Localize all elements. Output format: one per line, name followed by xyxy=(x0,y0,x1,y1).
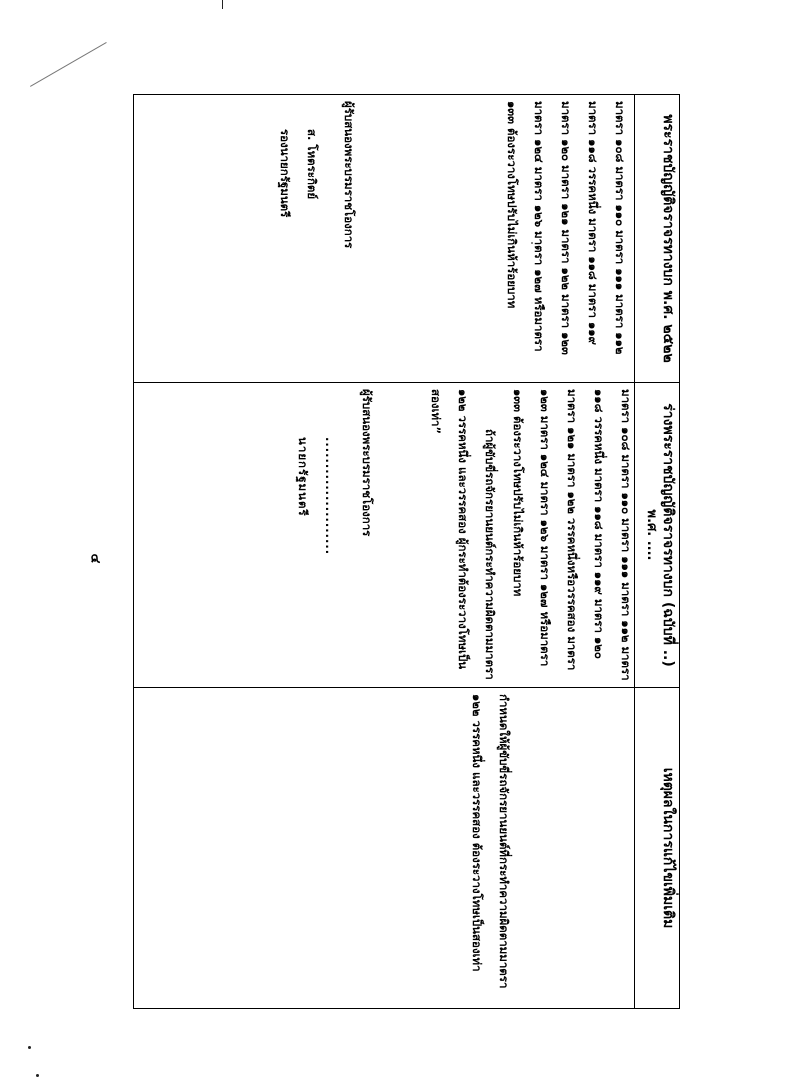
reason-text: กำหนดให้ผู้ขับขี่รถจักรยานยนต์ที่กระทำความผิดตามมาตรา ๑๒๒ วรรคหนึ่ง และวรรคสอง ต้องระวางโทษเป็นสองเท่า xyxy=(470,694,511,989)
current-law-cell xyxy=(134,95,635,383)
rotated-document-sheet xyxy=(136,94,680,1008)
law-comparison-table xyxy=(133,94,680,1009)
current-law-sections: มาตรา ๑๐๘ มาตรา ๑๑๐ มาตรา ๑๑๑ มาตรา ๑๑๒ มาตรา ๑๑๘ วรรคหนึ่ง มาตรา ๑๑๘ มาตรา ๑๑๙ มาตรา ๑๒๐ มาตรา ๑๒๑ มาตรา ๑๒๒ มาตรา ๑๒๓ มาตรา ๑๒๔ มาตรา ๑๒๖ มาตรา ๑๒๗ หรือมาตรา ๑๓๓ ต้องระวางโทษปรับไม่เกินห้าร้อยบาท xyxy=(505,101,627,355)
signer-title: รองนายกรัฐมนตรี xyxy=(278,129,292,218)
header-reason: เหตุผลในการแก้ไขเพิ่มเติม xyxy=(635,688,680,1009)
current-law-signature-block xyxy=(271,101,362,376)
draft-law-title: ร่างพระราชบัญญัติจราจรทางบก (ฉบับที่ ..) xyxy=(660,403,676,667)
scan-mark-top xyxy=(222,0,223,9)
draft-law-subtitle: พ.ศ. .... xyxy=(644,509,659,561)
countersign-label: ผู้รับสนองพระบรมราชโองการ xyxy=(342,101,356,249)
countersign-label: ผู้รับสนองพระบรมราชโองการ xyxy=(360,389,374,537)
signer-name: ส. โหตระกิตย์ xyxy=(305,129,319,200)
draft-law-sections: มาตรา ๑๐๘ มาตรา ๑๑๐ มาตรา ๑๑๑ มาตรา ๑๑๒ มาตรา ๑๑๘ วรรคหนึ่ง มาตรา ๑๑๘ มาตรา ๑๑๙ มาตรา ๑๒๐ มาตรา ๑๒๑ มาตรา ๑๒๒ วรรคหนึ่งหรือวรรคสอง มาตรา ๑๒๓ มาตรา ๑๒๔ มาตรา ๑๒๖ มาตรา ๑๒๗ หรือมาตรา ๑๓๓ ต้องระวางโทษปรับไม่เกินห้าร้อยบาท xyxy=(511,389,633,681)
draft-law-cell xyxy=(134,383,659,688)
scan-mark-diagonal xyxy=(30,42,107,87)
page-number: ๔ xyxy=(87,553,103,564)
reason-cell xyxy=(134,688,635,1009)
signer-title: นายกรัฐมนตรี xyxy=(296,437,310,517)
header-current-law: พระราชบัญญัติจราจรทางบก พ.ศ. ๒๕๒๒ xyxy=(635,95,680,383)
scan-speck xyxy=(36,1074,39,1077)
scan-speck xyxy=(28,1046,31,1049)
table-body-row xyxy=(134,95,635,1009)
draft-law-new-paragraph: ถ้าผู้ขับขี่รถจักรยานยนต์กระทำความผิดตามมาตรา ๑๒๒ วรรคหนึ่ง และวรรคสอง ผู้กระทำต้องระวางโทษเป็นสองเท่า” xyxy=(429,389,497,680)
signature-dots: ...................... xyxy=(323,437,337,556)
draft-law-signature-block xyxy=(289,389,380,681)
